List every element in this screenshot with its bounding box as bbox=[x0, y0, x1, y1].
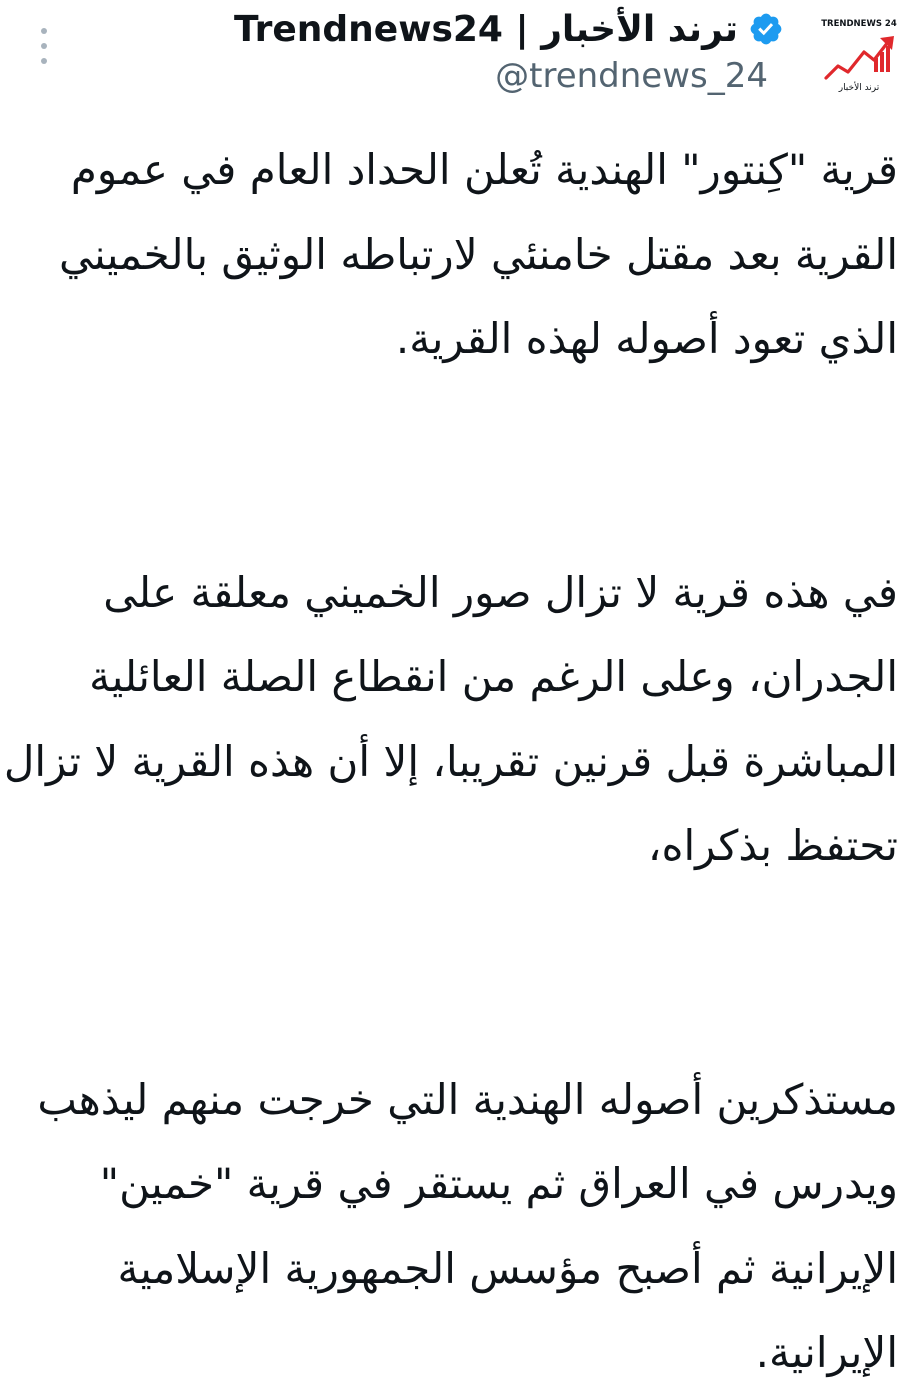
more-options-button[interactable] bbox=[30, 28, 58, 64]
verified-badge-icon bbox=[748, 11, 784, 47]
tweet-paragraph bbox=[24, 1058, 898, 1396]
text-line: ويدرس في العراق ثم يستقر في قرية "خمين" bbox=[99, 1159, 898, 1208]
paragraph-spacer bbox=[24, 382, 898, 551]
text-line: مستذكرين أصوله الهندية التي خرجت منهم ليذهب bbox=[37, 1074, 898, 1124]
text-line: الإيرانية. bbox=[755, 1328, 898, 1377]
text-line: القرية بعد مقتل خامنئي لارتباطه الوثيق بالخميني bbox=[59, 229, 898, 279]
text-line: الإيرانية ثم أصبح مؤسس الجمهورية الإسلامية bbox=[117, 1243, 898, 1293]
text-line: قرية "كِنتور" الهندية تُعلن الحداد العام في عموم bbox=[70, 145, 898, 194]
text-line: في هذه قرية لا تزال صور الخميني معلقة على bbox=[103, 567, 898, 617]
author-handle[interactable]: @trendnews_24 bbox=[495, 56, 768, 96]
text-line: تحتفظ بذكراه، bbox=[647, 821, 898, 870]
dot bbox=[41, 43, 47, 49]
tweet-header bbox=[0, 0, 924, 120]
text-line: الذي تعود أصوله لهذه القرية. bbox=[395, 314, 898, 363]
paragraph-spacer bbox=[24, 889, 898, 1058]
author-name-row[interactable] bbox=[234, 6, 784, 52]
text-line: الجدران، وعلى الرغم من انقطاع الصلة العائلية bbox=[89, 652, 898, 701]
text-line: المباشرة قبل قرنين تقريبا، إلا أن هذه القرية لا تزال bbox=[3, 736, 898, 786]
trendnews-logo bbox=[816, 12, 902, 98]
avatar[interactable] bbox=[816, 12, 902, 98]
dot bbox=[41, 58, 47, 64]
tweet-text bbox=[3, 128, 898, 1396]
author-display-name[interactable]: ترند الأخبار | Trendnews24 bbox=[233, 8, 738, 50]
tweet-paragraph bbox=[3, 551, 898, 889]
logo-text: TRENDNEWS 24 bbox=[821, 19, 897, 29]
tweet-paragraph bbox=[24, 128, 898, 382]
logo-subtext: ترند الأخبار bbox=[838, 83, 880, 93]
dot bbox=[41, 28, 47, 34]
